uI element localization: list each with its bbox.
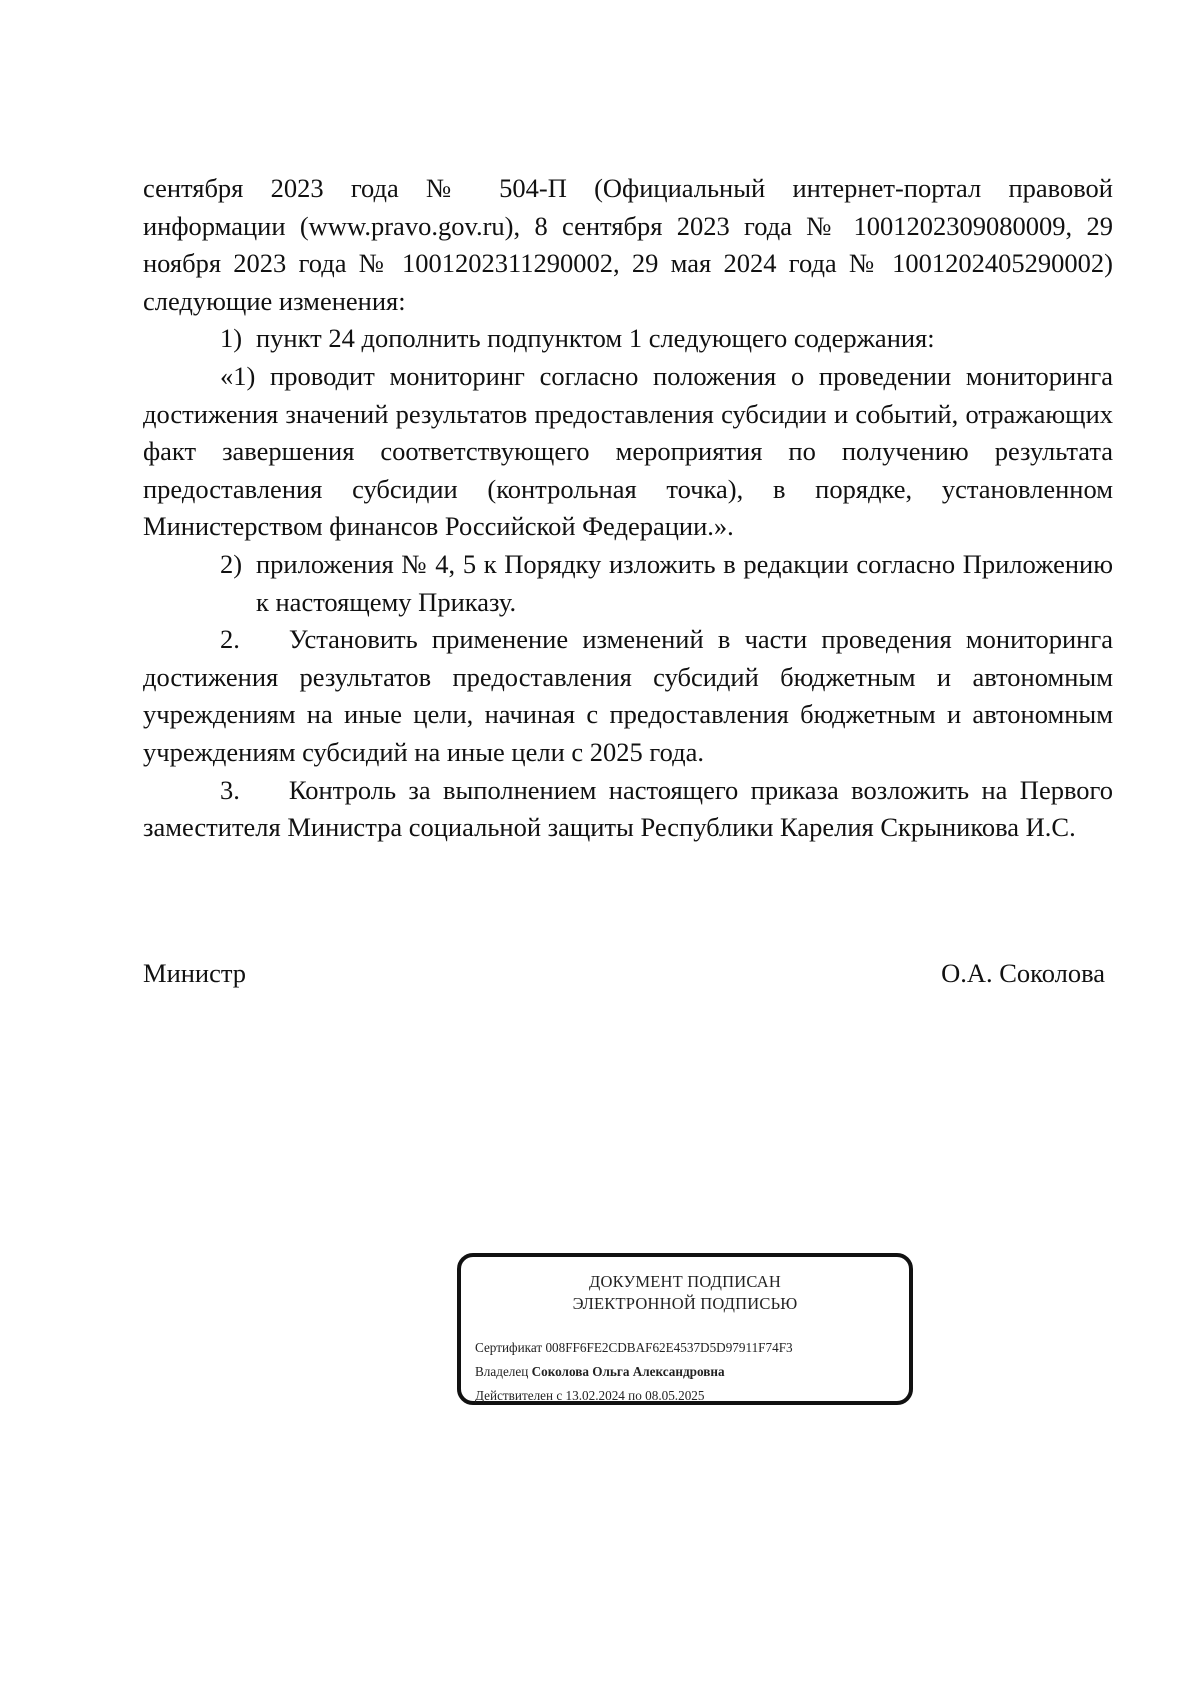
paragraph-3: [143, 772, 1113, 847]
intro-line-1-text: сентября 2023 года № 504-П (Официальный интернет-портал правовой: [143, 173, 1113, 203]
paragraph-2: [143, 621, 1113, 771]
certificate-value: 008FF6FE2CDBAF62E4537D5D97911F74F3: [545, 1340, 793, 1355]
valid-from: 13.02.2024: [565, 1388, 625, 1403]
list-item-1: [220, 320, 1113, 358]
intro-line-2-text: информации (www.pravo.gov.ru), 8 сентября 2023 года № 1001202309080009, 29: [143, 210, 1113, 241]
intro-line-3-text: ноября 2023 года № 1001202311290002, 29 мая 2024 года № 1001202405290002): [143, 248, 1113, 279]
signature-block: [143, 955, 1113, 993]
intro-line-4-text: следующие изменения:: [143, 285, 406, 316]
valid-to: 08.05.2025: [645, 1388, 705, 1403]
intro-line: [143, 208, 1113, 246]
valid-to-label: по: [628, 1388, 642, 1403]
list-item-number: 2): [220, 548, 243, 579]
list-item-text: пункт 24 дополнить подпунктом 1 следующего содержания:: [256, 323, 935, 354]
signatory-position: Министр: [143, 958, 247, 988]
stamp-title-line-2: ЭЛЕКТРОННОЙ ПОДПИСЬЮ: [572, 1294, 798, 1313]
stamp-certificate: [475, 1339, 793, 1357]
list-item-text: приложения № 4, 5 к Порядку изложить в редакции согласно Приложению к настоящему Приказу.: [256, 548, 1113, 617]
stamp-title: [461, 1271, 909, 1315]
stamp-validity: [475, 1387, 704, 1405]
intro-line: [143, 245, 1113, 283]
intro-line: [143, 283, 1113, 321]
intro-line: [143, 170, 1113, 208]
signatory-name: О.А. Соколова: [941, 958, 1105, 988]
stamp-title-line-1: ДОКУМЕНТ ПОДПИСАН: [589, 1272, 781, 1291]
paragraph-text: Установить применение изменений в части проведения мониторинга достижения результатов предоставления субсидий бюджетным и автономным учреждениям на иные цели, начиная с предоставления бюджетным и автономным учреждениям субсидий на иные цели с 2025 года.: [143, 624, 1113, 767]
stamp-owner: [475, 1363, 725, 1381]
owner-value: Соколова Ольга Александровна: [531, 1364, 725, 1379]
owner-label: Владелец: [475, 1364, 529, 1379]
valid-label: Действителен с: [475, 1388, 563, 1403]
quoted-subparagraph: «1) проводит мониторинг согласно положения о проведении мониторинга достижения значений результатов предоставления субсидии и событий, отражающих факт завершения соответствующего мероприятия по получению результата предоставления субсидии (контрольная точка), в порядке, установленном Министерством финансов Российской Федерации.».: [143, 360, 1113, 542]
document-body: [143, 170, 1113, 847]
list-item-number: 1): [220, 323, 243, 354]
paragraph-text: Контроль за выполнением настоящего приказа возложить на Первого заместителя Министра социальной защиты Республики Карелия Скрыникова И.С.: [143, 774, 1113, 843]
paragraph-number: 3.: [220, 774, 240, 805]
list-item-2: [220, 546, 1113, 621]
paragraph-number: 2.: [220, 624, 240, 655]
electronic-signature-stamp: [457, 1253, 913, 1405]
certificate-label: Сертификат: [475, 1340, 543, 1355]
